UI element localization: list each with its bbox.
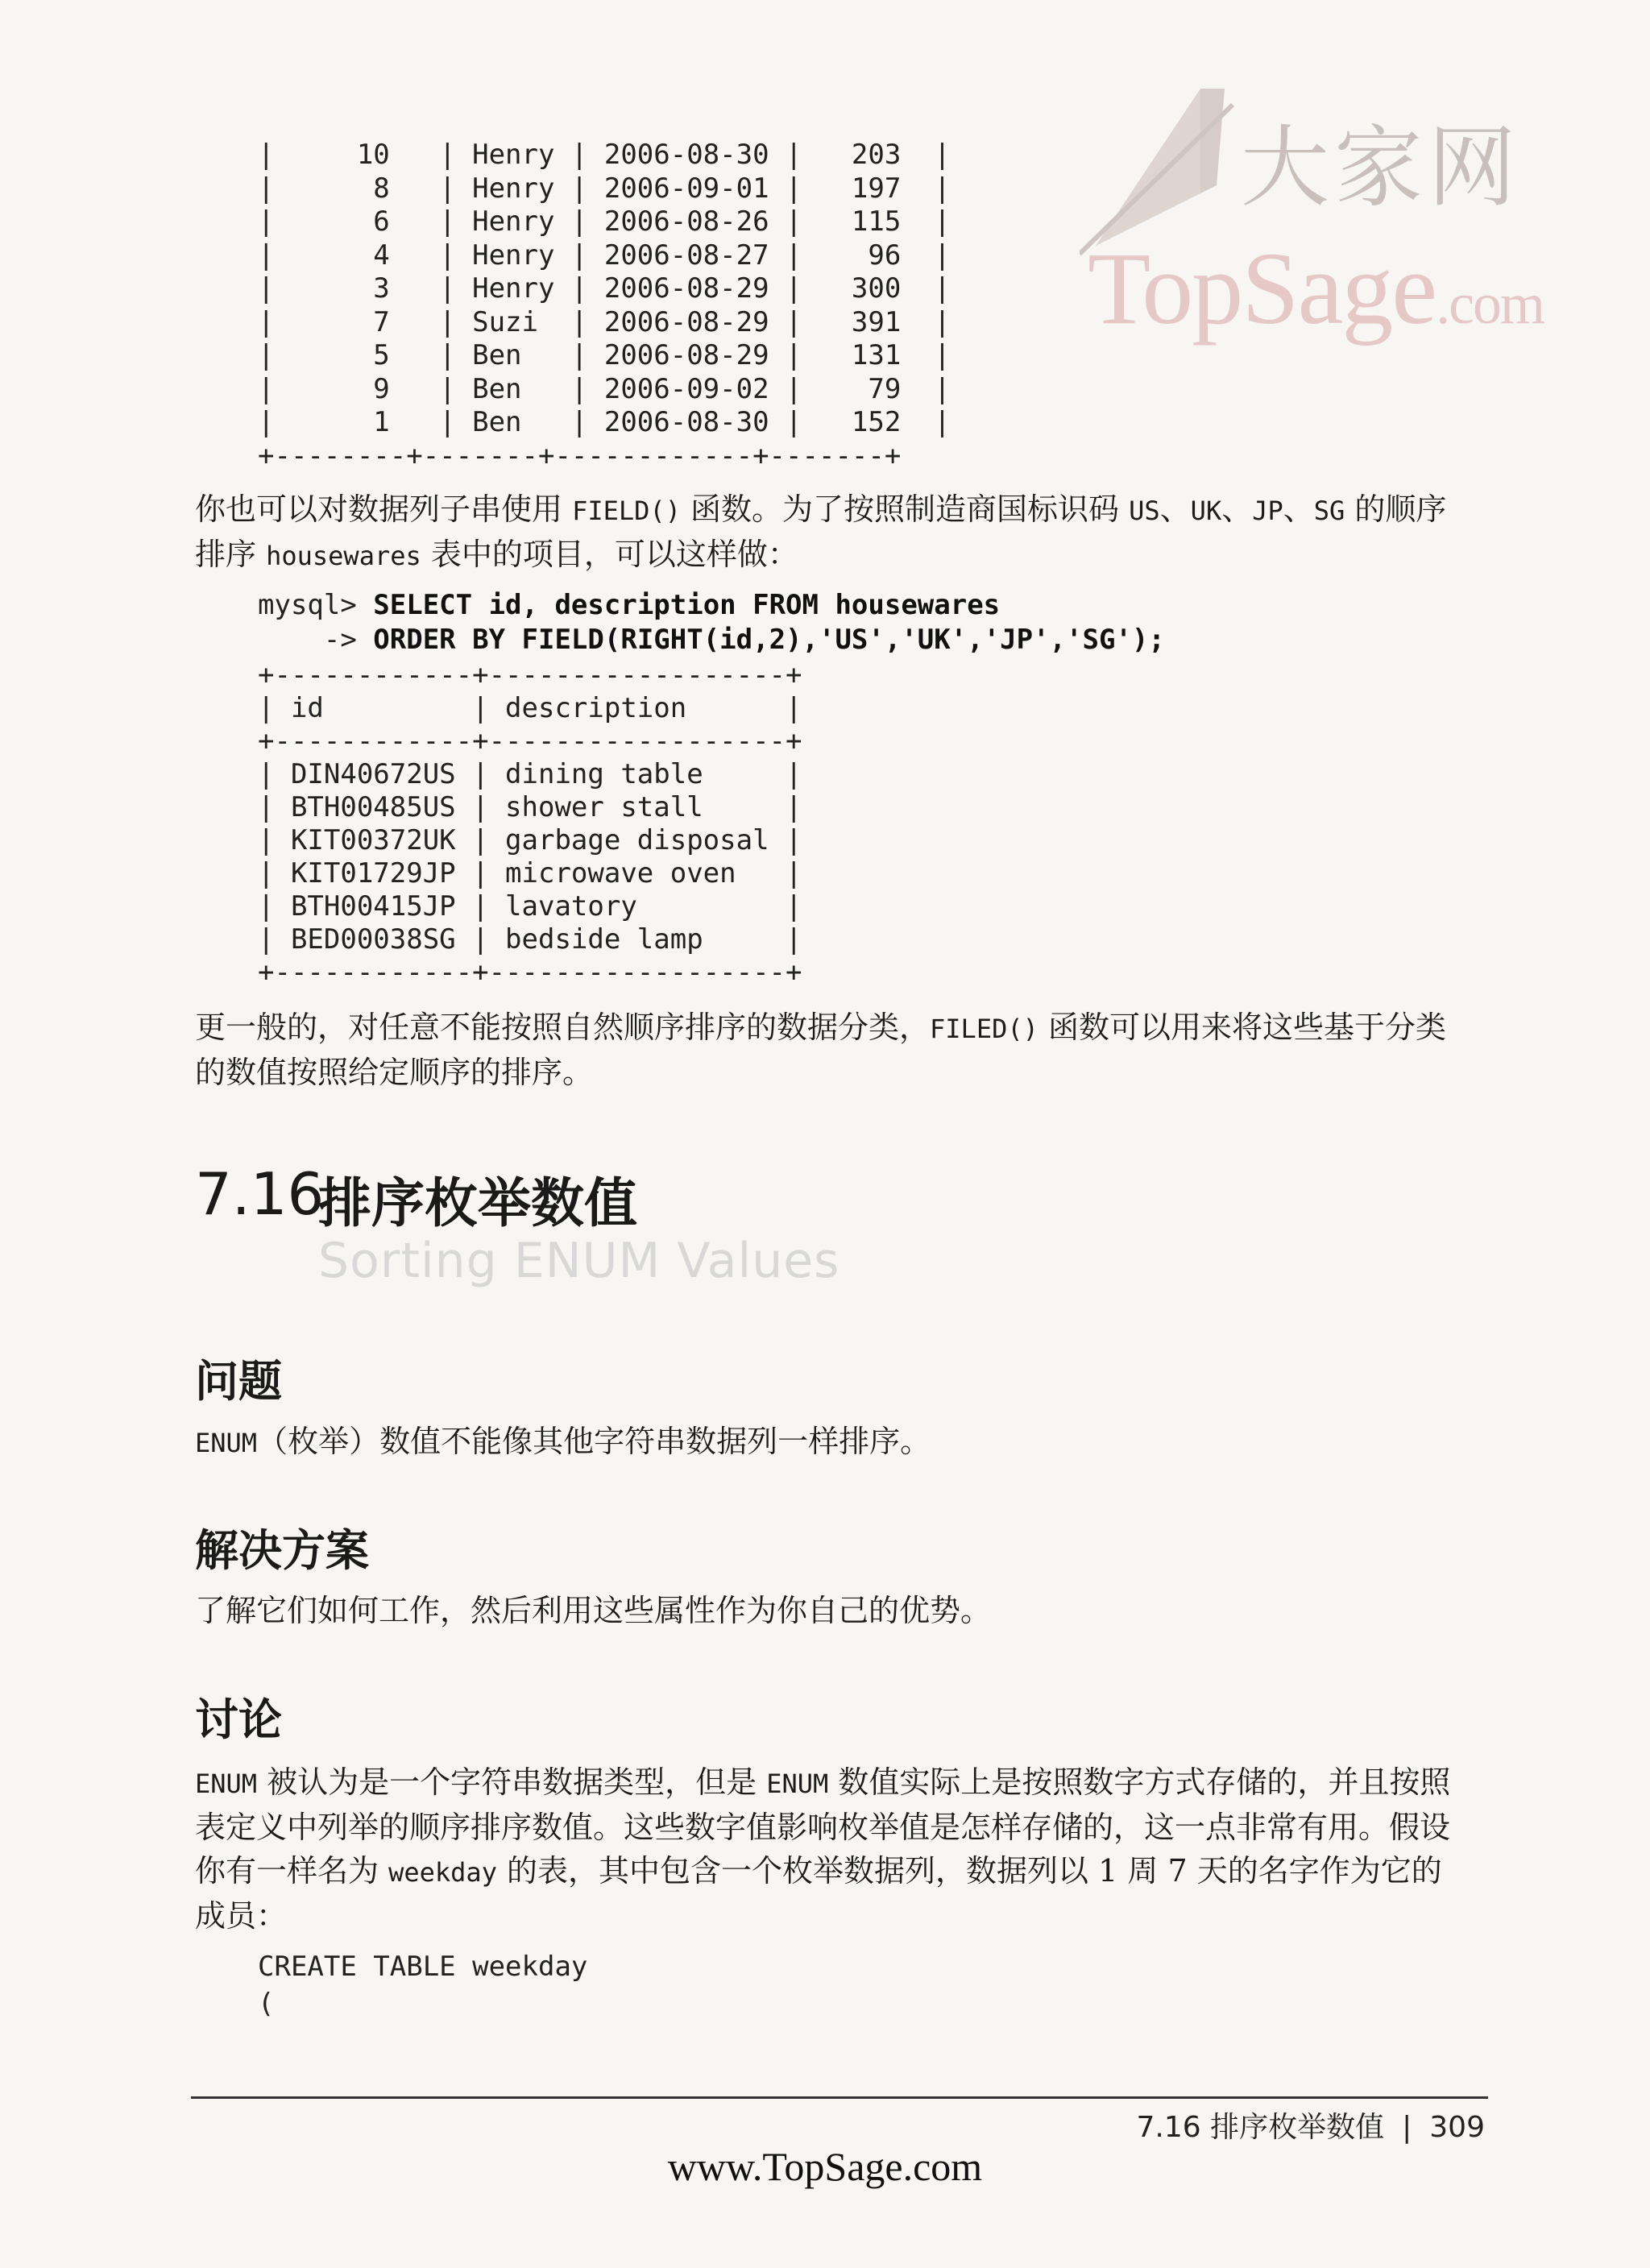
table-row: | 4 | Henry | 2006-08-27 | 96 | — [258, 238, 951, 272]
code-block — [258, 1948, 587, 2022]
table-row: | KIT01729JP | microwave oven | — [258, 857, 802, 889]
site-url: www.TopSage.com — [667, 2144, 983, 2189]
table-row: | KIT00372UK | garbage disposal | — [258, 824, 802, 856]
table-row: | 5 | Ben | 2006-08-29 | 131 | — [258, 339, 951, 371]
footer-section: 7.16 排序枚举数值 — [1136, 2111, 1385, 2144]
problem-heading: 问题 — [195, 1356, 282, 1407]
code-line: CREATE TABLE weekday — [258, 1951, 588, 1983]
solution-text: 了解它们如何工作，然后利用这些属性作为你自己的优势。 — [195, 1593, 992, 1628]
table-row: | 9 | Ben | 2006-09-02 | 79 | — [258, 372, 951, 405]
table-row: | BED00038SG | bedside lamp | — [258, 923, 802, 956]
sql-query: mysql> SELECT id, description FROM housewares -> ORDER BY FIELD(RIGHT(id,2),'US','UK','JP','SG'); — [258, 589, 1165, 656]
code-line: ( — [258, 1988, 275, 2020]
table-border: +------------+------------------+ — [258, 956, 802, 989]
table-row: | 8 | Henry | 2006-09-01 | 197 | — [258, 172, 951, 205]
table-row: | BTH00415JP | lavatory | — [258, 890, 802, 923]
watermark-english: TopSage.com — [1088, 231, 1544, 346]
table-row: | DIN40672US | dining table | — [258, 758, 802, 790]
table-border: +--------+-------+------------+-------+ — [258, 439, 902, 472]
table-row: | 6 | Henry | 2006-08-26 | 115 | — [258, 205, 951, 238]
footer-separator: | — [1402, 2111, 1412, 2144]
solution-heading: 解决方案 — [195, 1525, 369, 1576]
result-table-2 — [258, 659, 802, 989]
table-border: +------------+------------------+ — [258, 725, 802, 757]
section-title: 排序枚举数值 — [318, 1172, 637, 1234]
footer-rule — [191, 2096, 1488, 2099]
watermark-chinese: 大家网 — [1241, 116, 1521, 219]
table-row: | 3 | Henry | 2006-08-29 | 300 | — [258, 272, 951, 305]
page-footer — [1137, 2104, 1485, 2146]
table-border: +------------+------------------+ — [258, 659, 802, 691]
discussion-heading: 讨论 — [195, 1694, 282, 1745]
table-row: | BTH00485US | shower stall | — [258, 791, 802, 823]
discussion-text: ENUM 被认为是一个字符串数据类型，但是 ENUM 数值实际上是按照数字方式存储的，并且按照表定义中列举的顺序排序数值。这些数字值影响枚举值是怎样存储的，这一点非常有用。假设你有一样名为 weekday 的表，其中包含一个枚举数据列，数据列以 1 周 7 天的名字作为它的成员： — [195, 1764, 1451, 1934]
table-row: | 1 | Ben | 2006-08-30 | 152 | — [258, 406, 951, 438]
paragraph-field-general: 更一般的，对任意不能按照自然顺序排序的数据分类，FILED() 函数可以用来将这些基于分类的数值按照给定顺序的排序。 — [195, 1010, 1446, 1090]
result-table-1 — [258, 139, 951, 473]
table-row: | 10 | Henry | 2006-08-30 | 203 | — [258, 139, 951, 171]
page-number: 309 — [1429, 2111, 1485, 2144]
table-header: | id | description | — [258, 692, 802, 724]
section-number: 7.16 — [195, 1160, 325, 1228]
section-subtitle: Sorting ENUM Values — [318, 1233, 840, 1289]
paragraph-field-substring: 你也可以对数据列子串使用 FIELD() 函数。为了按照制造商国标识码 US、UK、JP、SG 的顺序排序 housewares 表中的项目，可以这样做： — [195, 491, 1447, 572]
table-row: | 7 | Suzi | 2006-08-29 | 391 | — [258, 305, 951, 338]
problem-text: ENUM（枚举）数值不能像其他字符串数据列一样排序。 — [195, 1424, 931, 1459]
